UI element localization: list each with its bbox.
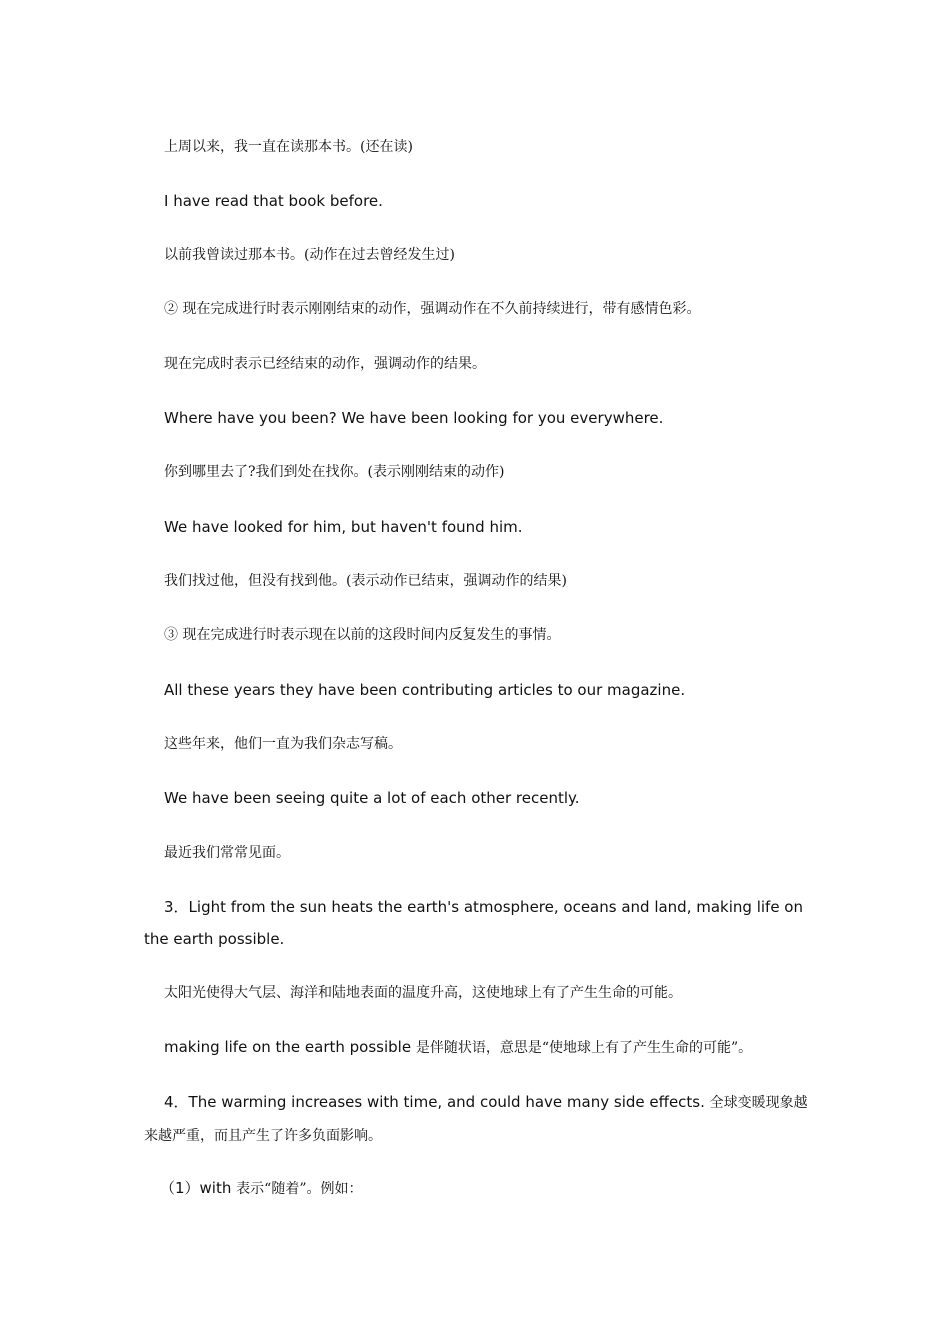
paragraph-en: We have been seeing quite a lot of each other recently. — [164, 789, 580, 807]
item-4-sentence — [144, 1086, 812, 1152]
note-explanation: 是伴随状语，意思是“使地球上有了产生生命的可能”。 — [415, 1040, 753, 1056]
note-phrase: making life on the earth possible — [164, 1038, 412, 1056]
paragraph-zh: 我们找过他，但没有找到他。(表示动作已结束，强调动作的结果) — [164, 573, 567, 589]
paragraph-zh: 上周以来，我一直在读那本书。(还在读) — [164, 139, 413, 155]
paragraph-en: We have looked for him, but haven't found him. — [164, 518, 523, 536]
paragraph-zh: 这些年来，他们一直为我们杂志写稿。 — [164, 736, 402, 752]
item-3-sentence: 3．Light from the sun heats the earth's atmosphere, oceans and land, making life on the earth possible. — [144, 898, 803, 948]
sub-point-1-label: （1）with — [160, 1179, 232, 1197]
paragraph-zh: ② 现在完成进行时表示刚刚结束的动作，强调动作在不久前持续进行，带有感情色彩。 — [164, 301, 701, 317]
paragraph-zh: ③ 现在完成进行时表示现在以前的这段时间内反复发生的事情。 — [164, 627, 561, 643]
paragraph-zh: 以前我曾读过那本书。(动作在过去曾经发生过) — [164, 247, 455, 263]
item-4-english: 4．The warming increases with time, and could have many side effects. — [164, 1093, 705, 1111]
paragraph-en: I have read that book before. — [164, 192, 383, 210]
item-3-note — [164, 1037, 752, 1058]
item-4-chinese: 全球变暖现象越来越严重，而且产生了许多负面影响。 — [144, 1095, 808, 1144]
paragraph-en: All these years they have been contributing articles to our magazine. — [164, 681, 686, 699]
sub-point-1-text: 表示“随着”。例如： — [236, 1181, 363, 1197]
sub-point-1 — [160, 1178, 362, 1199]
paragraph-zh: 你到哪里去了?我们到处在找你。(表示刚刚结束的动作) — [164, 464, 505, 480]
paragraph-zh: 现在完成时表示已经结束的动作，强调动作的结果。 — [164, 356, 486, 372]
paragraph-en: Where have you been? We have been looking for you everywhere. — [164, 409, 664, 427]
paragraph-zh: 最近我们常常见面。 — [164, 845, 290, 861]
item-3-translation: 太阳光使得大气层、海洋和陆地表面的温度升高，这使地球上有了产生生命的可能。 — [164, 985, 682, 1001]
